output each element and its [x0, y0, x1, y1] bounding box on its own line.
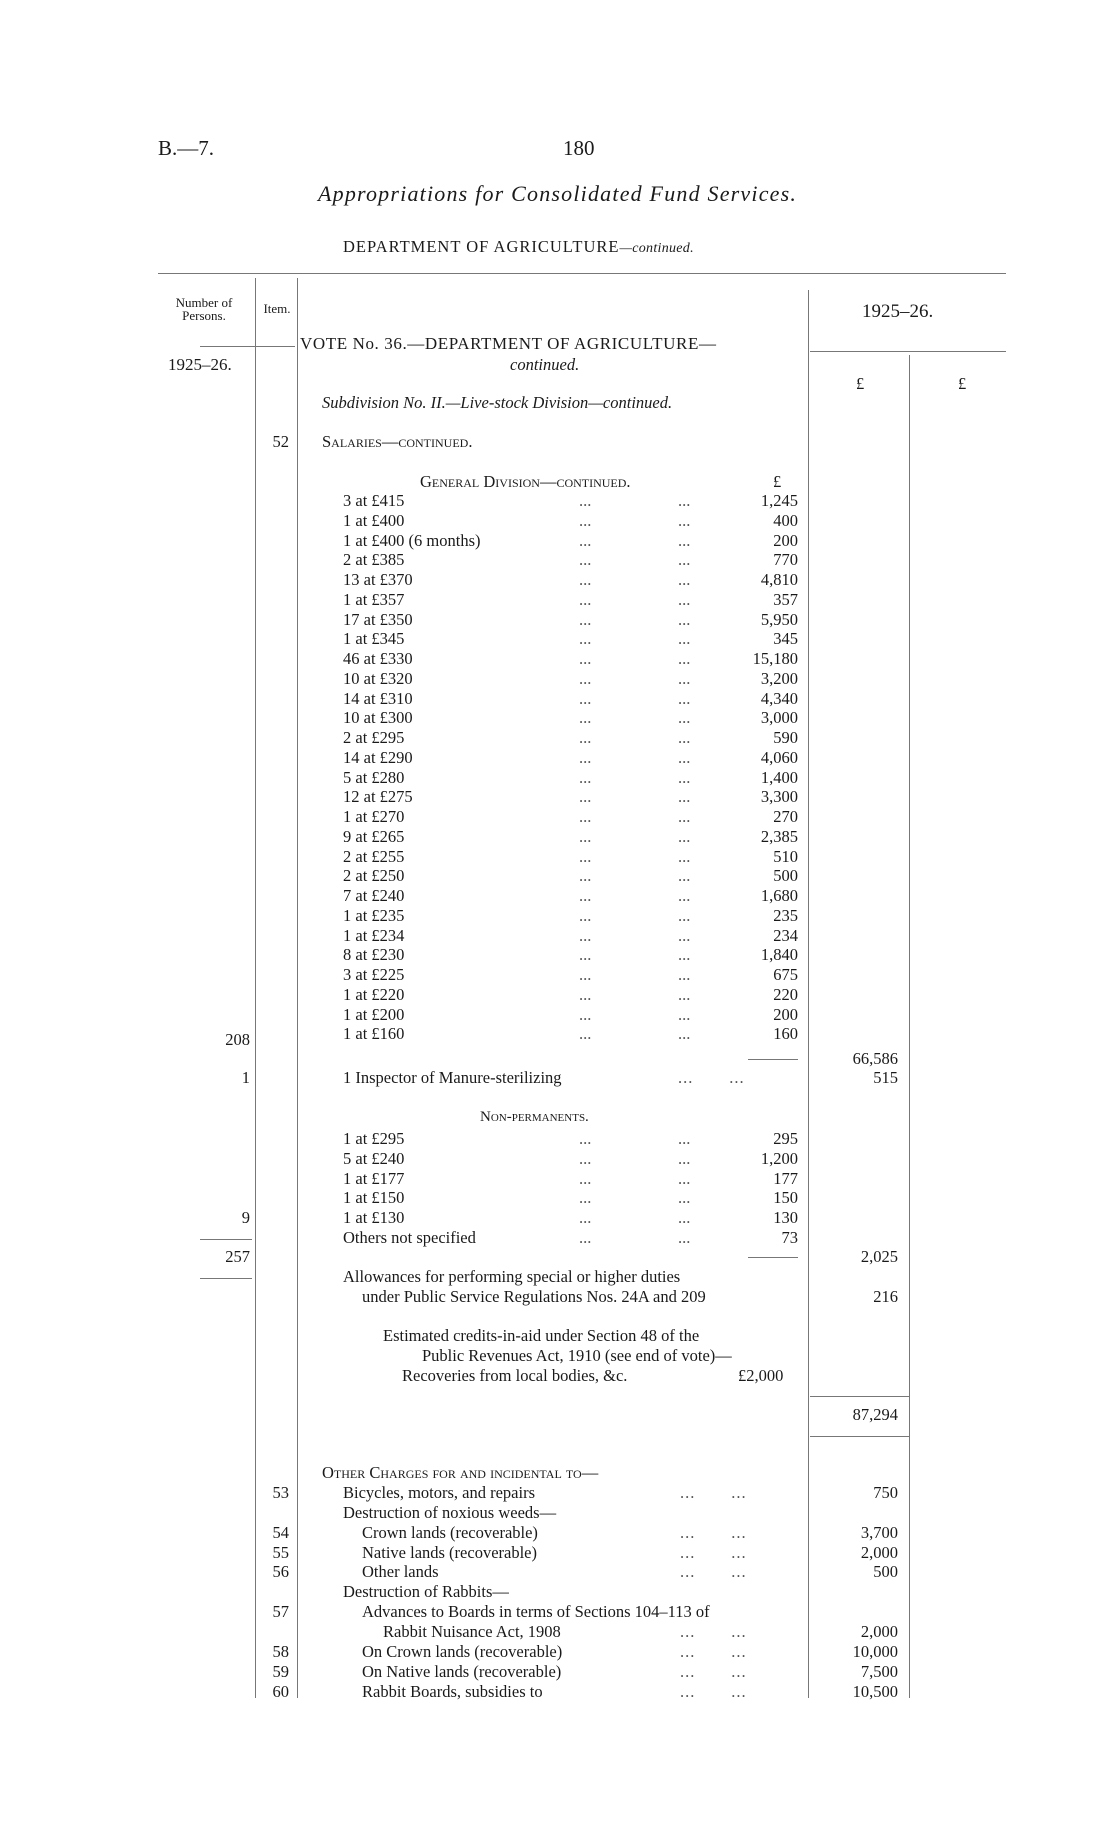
charge-amount: 2,000: [860, 1621, 898, 1641]
leader-dots: ...: [579, 925, 592, 945]
leader-dots: ... ...: [680, 1621, 747, 1641]
non-permanent-label: 1 at £150: [343, 1188, 405, 1208]
credits-amount: £2,000: [738, 1366, 784, 1385]
leader-dots: ...: [678, 629, 691, 649]
leader-dots: ...: [678, 1129, 691, 1148]
salaries-total-rule-bottom: [810, 1436, 910, 1437]
inspector-dots: ... ...: [678, 1068, 745, 1087]
general-division-label: 2 at £250: [343, 866, 405, 886]
leader-dots: ...: [678, 1168, 691, 1188]
general-division-label: 1 at £400: [343, 510, 405, 530]
non-perm-subtotal-rule: [748, 1257, 798, 1258]
leader-dots: ...: [579, 570, 592, 589]
non-permanent-label: 1 at £177: [343, 1168, 405, 1188]
leader-dots: ...: [678, 589, 691, 609]
charge-label: Rabbit Nuisance Act, 1908: [383, 1621, 561, 1641]
charge-item-number: 54: [272, 1522, 289, 1542]
general-division-amount: 234: [773, 925, 798, 945]
leader-dots: ...: [579, 886, 592, 905]
general-division-amount: 1,400: [760, 767, 798, 787]
leader-dots: ...: [579, 1024, 592, 1044]
general-division-row: [343, 926, 798, 946]
persons-total-rule-bottom: [200, 1278, 252, 1279]
leader-dots: ...: [678, 945, 691, 965]
inspector-amount: 515: [873, 1068, 898, 1087]
leader-dots: ...: [678, 570, 691, 589]
general-division-row: [343, 590, 798, 610]
leader-dots: ...: [579, 767, 592, 787]
general-division-row: [343, 491, 798, 511]
general-division-label: 10 at £320: [343, 668, 413, 688]
charge-label: Crown lands (recoverable): [362, 1522, 538, 1542]
general-division-amount: 4,060: [760, 747, 798, 767]
non-permanent-amount: 177: [773, 1168, 798, 1188]
charge-amount: 3,700: [860, 1522, 898, 1542]
inspector-line: [343, 1068, 562, 1088]
general-division-label: 12 at £275: [343, 787, 413, 807]
leader-dots: ...: [579, 945, 592, 965]
leader-dots: ...: [579, 1168, 592, 1188]
leader-dots: ...: [678, 984, 691, 1004]
general-division-row: [343, 669, 798, 689]
general-division-amount: 160: [773, 1024, 798, 1044]
general-division-label: 1 at £200: [343, 1004, 405, 1024]
leader-dots: ...: [678, 965, 691, 984]
leader-dots: ...: [579, 491, 592, 510]
general-division-row: [343, 906, 798, 926]
leader-dots: ...: [678, 747, 691, 767]
general-division-row: [343, 847, 798, 867]
salaries-total: 87,294: [852, 1405, 898, 1424]
general-division-label: 10 at £300: [343, 708, 413, 728]
general-division-label: 9 at £265: [343, 826, 405, 846]
general-division-amount: 4,340: [760, 688, 798, 708]
charge-label: Other lands: [362, 1562, 439, 1582]
general-division-row: [343, 1024, 798, 1044]
general-division-row: [343, 985, 798, 1005]
charge-label: Rabbit Boards, subsidies to: [362, 1681, 543, 1701]
general-division-amount: 770: [773, 550, 798, 570]
leader-dots: ...: [579, 668, 592, 688]
non-permanent-row: [343, 1149, 798, 1169]
general-division-amount: 15,180: [752, 649, 798, 668]
non-permanents-heading: Non-permanents.: [480, 1109, 589, 1125]
general-division-label: 7 at £240: [343, 886, 405, 905]
general-division-label: 1 at £270: [343, 807, 405, 826]
general-division-persons: 208: [225, 1030, 250, 1049]
non-permanent-label: 1 at £295: [343, 1129, 405, 1148]
general-division-label: 3 at £225: [343, 965, 405, 984]
leader-dots: ...: [678, 1024, 691, 1044]
general-division-row: [343, 531, 798, 551]
inspector-label: 1 Inspector of Manure-sterilizing: [343, 1068, 562, 1087]
charge-amount: 10,500: [852, 1681, 898, 1701]
leader-dots: ...: [579, 688, 592, 708]
general-division-row: [343, 945, 798, 965]
leader-dots: ...: [678, 846, 691, 866]
charge-item-number: 60: [272, 1681, 289, 1701]
leader-dots: ...: [678, 1228, 691, 1247]
general-division-row: [343, 866, 798, 886]
leader-dots: ...: [579, 846, 592, 866]
leader-dots: ...: [579, 649, 592, 668]
general-division-row: [343, 689, 798, 709]
charge-label: Native lands (recoverable): [362, 1542, 537, 1562]
non-permanent-amount: 73: [781, 1228, 798, 1247]
leader-dots: ...: [678, 550, 691, 570]
general-division-row: [343, 886, 798, 906]
leader-dots: ...: [678, 668, 691, 688]
number-of-persons-header: Number of Persons.: [175, 295, 233, 323]
salaries-total-rule-top: [810, 1396, 910, 1397]
general-division-row: [343, 768, 798, 788]
subdivision-title: Subdivision No. II.—Live-stock Division—continued.: [322, 393, 673, 412]
charge-item-number: 57: [272, 1602, 289, 1622]
department-name: DEPARTMENT OF AGRICULTURE: [343, 237, 620, 256]
general-division-amount: 4,810: [760, 570, 798, 589]
header-rule-top: [158, 273, 1006, 274]
credits-line3: Recoveries from local bodies, &c.: [402, 1366, 628, 1385]
general-division-amount: 3,200: [760, 668, 798, 688]
leader-dots: ...: [678, 905, 691, 925]
col-divider-4: [909, 355, 910, 1698]
general-division-label: 3 at £415: [343, 491, 405, 510]
non-permanent-row: [343, 1188, 798, 1208]
leader-dots: ...: [579, 728, 592, 747]
general-division-label: 1 at £220: [343, 984, 405, 1004]
non-permanent-label: 1 at £130: [343, 1208, 405, 1228]
leader-dots: ...: [579, 589, 592, 609]
leader-dots: ...: [579, 550, 592, 570]
allowances-amount: 216: [873, 1287, 898, 1306]
credits-line2: Public Revenues Act, 1910 (see end of vote)—: [422, 1346, 732, 1365]
year-left-header: 1925–26.: [168, 355, 232, 374]
leader-dots: ...: [678, 609, 691, 629]
general-division-row: [343, 965, 798, 985]
leader-dots: ...: [678, 767, 691, 787]
credits-line1: Estimated credits-in-aid under Section 48 of the: [383, 1326, 700, 1345]
vote-title: VOTE No. 36.—DEPARTMENT OF AGRICULTURE—: [300, 334, 717, 353]
general-division-amount: 590: [773, 728, 798, 747]
leader-dots: ...: [678, 1188, 691, 1208]
charge-label: On Crown lands (recoverable): [362, 1641, 563, 1661]
general-division-row: [343, 748, 798, 768]
leader-dots: ...: [678, 886, 691, 905]
general-division-amount: 1,680: [760, 886, 798, 905]
leader-dots: ...: [579, 510, 592, 530]
header-rule-right: [810, 351, 1006, 352]
charge-label: Bicycles, motors, and repairs: [343, 1483, 535, 1502]
leader-dots: ...: [579, 1148, 592, 1168]
leader-dots: ...: [678, 925, 691, 945]
charge-amount: 7,500: [860, 1661, 898, 1681]
leader-dots: ...: [579, 905, 592, 925]
general-division-label: 1 at £400 (6 months): [343, 530, 481, 550]
general-division-row: [343, 827, 798, 847]
leader-dots: ... ...: [680, 1483, 747, 1502]
year-right-header: 1925–26.: [862, 301, 934, 322]
general-division-label: 1 at £160: [343, 1024, 405, 1044]
non-permanent-row: [343, 1208, 798, 1228]
non-permanent-amount: 295: [773, 1129, 798, 1148]
general-division-row: [343, 570, 798, 590]
leader-dots: ...: [579, 826, 592, 846]
non-permanent-label: 5 at £240: [343, 1148, 405, 1168]
salaries-heading: Salaries—continued.: [322, 432, 473, 451]
leader-dots: ...: [579, 747, 592, 767]
allowances-line2: under Public Service Regulations Nos. 24A and 209: [362, 1287, 706, 1306]
leader-dots: ...: [579, 787, 592, 807]
general-division-label: 1 at £345: [343, 629, 405, 649]
general-division-label: 2 at £385: [343, 550, 405, 570]
general-division-heading: General Division—continued.: [420, 472, 631, 491]
leader-dots: ...: [678, 510, 691, 530]
general-division-amount: 3,300: [760, 787, 798, 807]
non-permanent-row: [343, 1129, 798, 1149]
general-division-amount: 1,840: [760, 945, 798, 965]
leader-dots: ...: [678, 530, 691, 550]
leader-dots: ...: [678, 728, 691, 747]
general-division-amount: 345: [773, 629, 798, 649]
charge-label: Destruction of Rabbits—: [343, 1582, 509, 1602]
total-persons: 257: [225, 1247, 250, 1266]
leader-dots: ...: [579, 807, 592, 826]
leader-dots: ...: [678, 826, 691, 846]
leader-dots: ...: [579, 1004, 592, 1024]
general-division-label: 14 at £310: [343, 688, 413, 708]
charge-label: Destruction of noxious weeds—: [343, 1502, 557, 1522]
general-division-label: 2 at £255: [343, 846, 405, 866]
leader-dots: ... ...: [680, 1522, 747, 1542]
non-permanent-amount: 150: [773, 1188, 798, 1208]
leader-dots: ... ...: [680, 1641, 747, 1661]
general-division-amount: 235: [773, 905, 798, 925]
persons-total-rule: [200, 1239, 252, 1240]
general-division-row: [343, 807, 798, 827]
general-division-label: 2 at £295: [343, 728, 405, 747]
general-division-row: [343, 1005, 798, 1025]
general-division-total: 66,586: [852, 1049, 898, 1068]
leader-dots: ...: [579, 1129, 592, 1148]
general-division-row: [343, 550, 798, 570]
leader-dots: ...: [678, 491, 691, 510]
leader-dots: ...: [678, 866, 691, 886]
page-number: 180: [563, 136, 595, 160]
header-rule-left: [200, 346, 295, 347]
leader-dots: ...: [579, 1208, 592, 1228]
leader-dots: ... ...: [680, 1562, 747, 1582]
leader-dots: ...: [579, 629, 592, 649]
leader-dots: ... ...: [680, 1681, 747, 1701]
general-division-amount: 220: [773, 984, 798, 1004]
leader-dots: ...: [678, 708, 691, 728]
general-division-row: [343, 610, 798, 630]
charge-amount: 2,000: [860, 1542, 898, 1562]
general-division-amount: 675: [773, 965, 798, 984]
leader-dots: ... ...: [680, 1542, 747, 1562]
charge-item-number: 53: [272, 1483, 289, 1502]
item-number-52: 52: [272, 432, 289, 451]
leader-dots: ...: [579, 1188, 592, 1208]
leader-dots: ...: [579, 530, 592, 550]
general-division-label: 1 at £235: [343, 905, 405, 925]
general-division-label: 5 at £280: [343, 767, 405, 787]
leader-dots: ...: [579, 1228, 592, 1247]
leader-dots: ...: [678, 688, 691, 708]
charge-label: Advances to Boards in terms of Sections 104–113 of: [362, 1602, 710, 1622]
item-header: Item.: [263, 301, 291, 316]
non-permanent-row: [343, 1169, 798, 1189]
leader-dots: ...: [678, 807, 691, 826]
general-division-row: [343, 649, 798, 669]
general-division-label: 46 at £330: [343, 649, 413, 668]
general-division-row: [343, 708, 798, 728]
vote-title-continued: continued.: [510, 355, 580, 374]
general-division-amount: 510: [773, 846, 798, 866]
general-subtotal-rule: [748, 1059, 798, 1060]
non-permanent-label: Others not specified: [343, 1228, 476, 1247]
general-division-label: 8 at £230: [343, 945, 405, 965]
charge-item-number: 56: [272, 1562, 289, 1582]
leader-dots: ...: [579, 609, 592, 629]
department-suffix: —continued.: [619, 241, 694, 256]
page-heading: Appropriations for Consolidated Fund Services.: [318, 181, 798, 206]
general-division-row: [343, 728, 798, 748]
leader-dots: ...: [579, 965, 592, 984]
leader-dots: ...: [678, 649, 691, 668]
other-charges-heading: Other Charges for and incidental to—: [322, 1463, 599, 1482]
department-title: [343, 237, 694, 257]
charge-item-number: 58: [272, 1641, 289, 1661]
leader-dots: ... ...: [680, 1661, 747, 1681]
general-division-row: [343, 511, 798, 531]
general-division-amount: 270: [773, 807, 798, 826]
charge-amount: 750: [873, 1483, 898, 1502]
leader-dots: ...: [678, 787, 691, 807]
non-permanent-amount: 130: [773, 1208, 798, 1228]
leader-dots: ...: [678, 1148, 691, 1168]
general-division-amount: 400: [773, 510, 798, 530]
general-division-amount: 200: [773, 1004, 798, 1024]
non-permanents-total: 2,025: [860, 1247, 898, 1266]
non-permanents-persons: 9: [241, 1208, 250, 1227]
leader-dots: ...: [678, 1208, 691, 1228]
general-division-label: 14 at £290: [343, 747, 413, 767]
general-division-row: [343, 629, 798, 649]
document-reference: B.—7.: [158, 136, 215, 160]
currency-col-1: £: [856, 374, 865, 393]
general-division-label: 1 at £357: [343, 589, 405, 609]
general-division-label: 17 at £350: [343, 609, 413, 629]
col-divider-2: [297, 278, 298, 1698]
general-division-amount: 200: [773, 530, 798, 550]
charge-item-number: 59: [272, 1661, 289, 1681]
general-division-amount: 2,385: [760, 826, 798, 846]
pound-column-header: £: [773, 472, 782, 491]
non-permanent-row: [343, 1228, 798, 1248]
general-division-amount: 500: [773, 866, 798, 886]
charge-amount: 500: [873, 1562, 898, 1582]
currency-col-2: £: [958, 374, 967, 393]
allowances-line1: Allowances for performing special or higher duties: [343, 1267, 681, 1286]
general-division-label: 13 at £370: [343, 570, 413, 589]
general-division-amount: 357: [773, 589, 798, 609]
leader-dots: ...: [579, 866, 592, 886]
general-division-amount: 1,245: [760, 491, 798, 510]
charge-item-number: 55: [272, 1542, 289, 1562]
general-division-amount: 3,000: [760, 708, 798, 728]
general-division-label: 1 at £234: [343, 925, 405, 945]
leader-dots: ...: [579, 984, 592, 1004]
general-division-row: [343, 787, 798, 807]
inspector-persons: 1: [241, 1068, 250, 1087]
charge-label: On Native lands (recoverable): [362, 1661, 562, 1681]
general-division-amount: 5,950: [760, 609, 798, 629]
charge-amount: 10,000: [852, 1641, 898, 1661]
non-permanent-amount: 1,200: [760, 1148, 798, 1168]
leader-dots: ...: [678, 1004, 691, 1024]
leader-dots: ...: [579, 708, 592, 728]
